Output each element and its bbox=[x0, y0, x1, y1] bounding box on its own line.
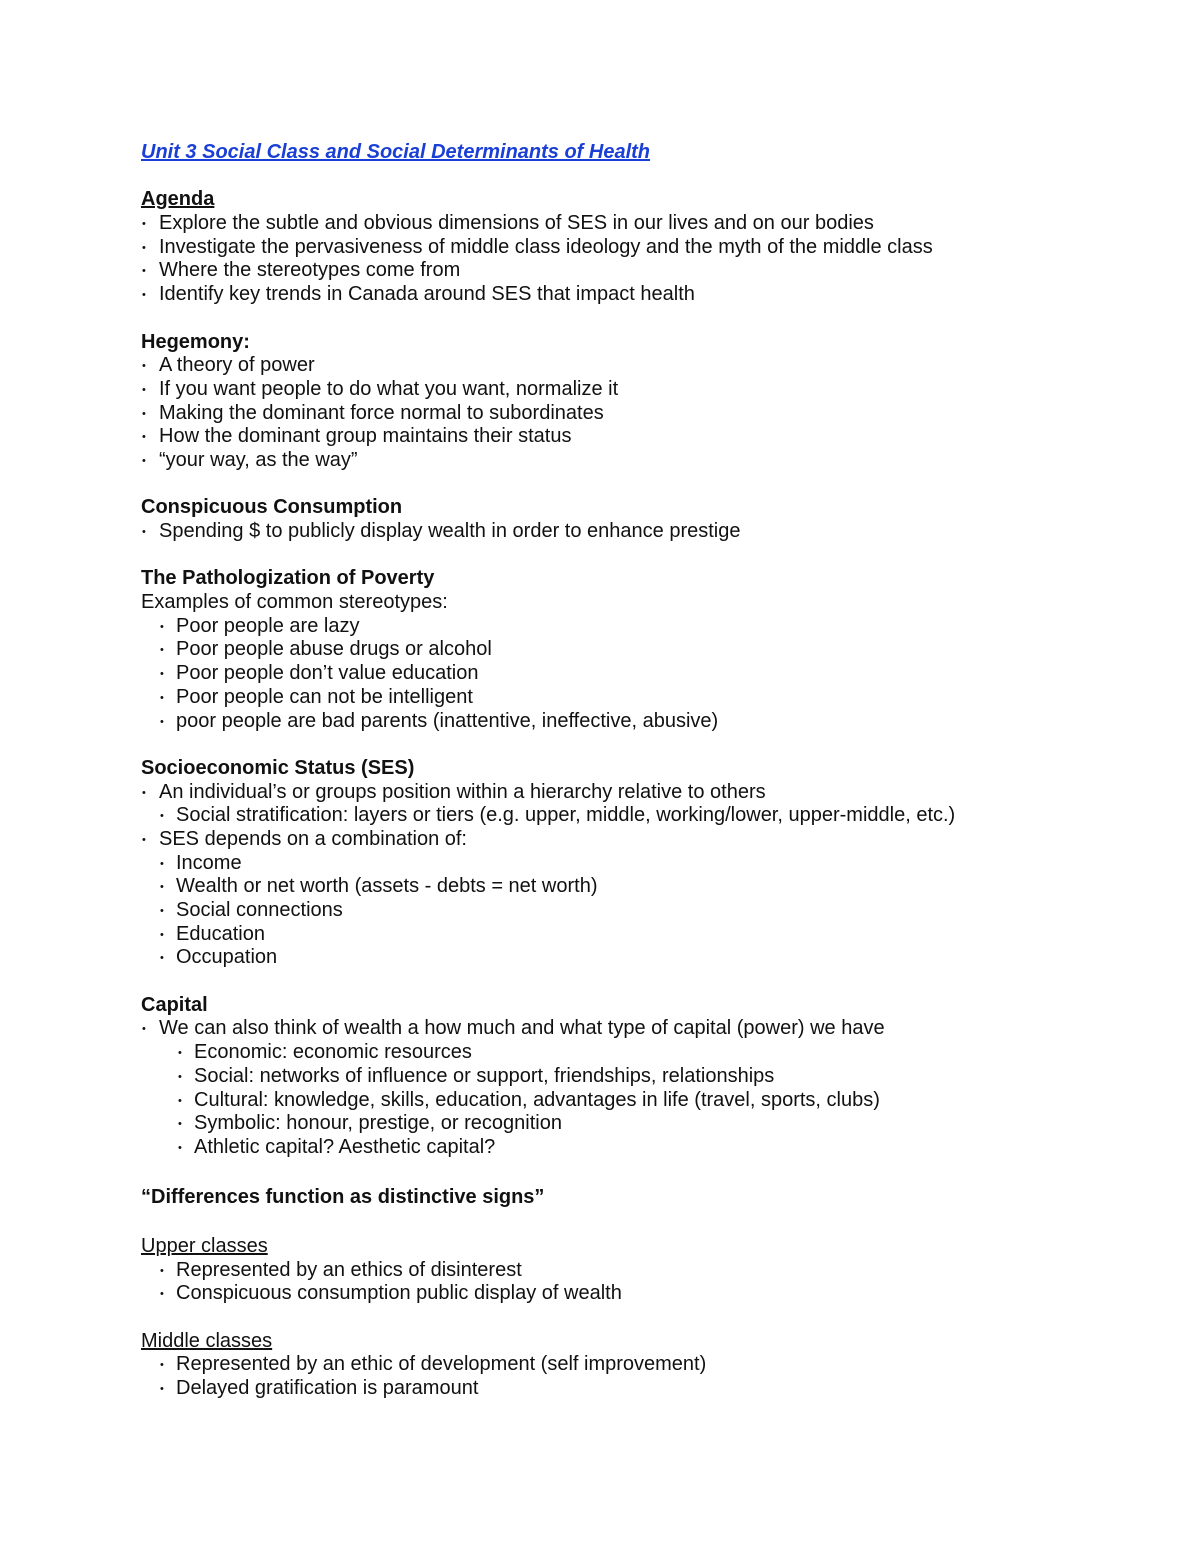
bullet-icon: • bbox=[160, 620, 164, 633]
capital-subitem: • Social: networks of influence or support, friendships, relationships bbox=[141, 1065, 1141, 1089]
upper-item: • Conspicuous consumption public display of wealth bbox=[141, 1282, 1141, 1306]
ses-item: • An individual’s or groups position within a hierarchy relative to others bbox=[141, 781, 1141, 805]
capital-subitem: • Cultural: knowledge, skills, education, advantages in life (travel, sports, clubs) bbox=[141, 1089, 1141, 1113]
stereotype-item: • Poor people abuse drugs or alcohol bbox=[141, 638, 1141, 662]
bullet-icon: • bbox=[160, 1264, 164, 1277]
bullet-icon: • bbox=[142, 289, 146, 302]
ses-subitem: • Occupation bbox=[141, 946, 1141, 970]
agenda-heading: Agenda bbox=[141, 188, 215, 211]
ses-heading: Socioeconomic Status (SES) bbox=[141, 756, 415, 779]
middle-item: • Delayed gratification is paramount bbox=[141, 1377, 1141, 1401]
bullet-icon: • bbox=[160, 668, 164, 681]
ses-subitem: • Social stratification: layers or tiers (e.g. upper, middle, working/lower, upper-middle, etc.) bbox=[141, 804, 1141, 828]
bullet-icon: • bbox=[160, 691, 164, 704]
capital-subitem: • Economic: economic resources bbox=[141, 1041, 1141, 1065]
bullet-icon: • bbox=[160, 1359, 164, 1372]
bullet-icon: • bbox=[142, 833, 146, 846]
agenda-item: • Where the stereotypes come from bbox=[141, 259, 1141, 283]
bullet-icon: • bbox=[160, 810, 164, 823]
bullet-icon: • bbox=[160, 644, 164, 657]
agenda-item: • Investigate the pervasiveness of middle class ideology and the myth of the middle class bbox=[141, 236, 1141, 260]
bullet-icon: • bbox=[142, 241, 146, 254]
bullet-icon: • bbox=[142, 431, 146, 444]
stereotype-item: • Poor people can not be intelligent bbox=[141, 686, 1141, 710]
stereotype-item: • Poor people are lazy bbox=[141, 615, 1141, 639]
ses-subitem: • Income bbox=[141, 852, 1141, 876]
bullet-icon: • bbox=[160, 857, 164, 870]
capital-subitem: • Athletic capital? Aesthetic capital? bbox=[141, 1136, 1141, 1160]
capital-subitem: • Symbolic: honour, prestige, or recognition bbox=[141, 1112, 1141, 1136]
middle-classes-heading: Middle classes bbox=[141, 1329, 273, 1352]
bullet-icon: • bbox=[142, 786, 146, 799]
bullet-icon: • bbox=[142, 218, 146, 231]
hegemony-item: • If you want people to do what you want, normalize it bbox=[141, 378, 1141, 402]
bullet-icon: • bbox=[178, 1070, 182, 1083]
conspicuous-consumption-heading: Conspicuous Consumption bbox=[141, 496, 403, 519]
agenda-item: • Explore the subtle and obvious dimensions of SES in our lives and on our bodies bbox=[141, 212, 1141, 236]
capital-item: • We can also think of wealth a how much and what type of capital (power) we have bbox=[141, 1017, 1141, 1041]
bullet-icon: • bbox=[160, 928, 164, 941]
bullet-icon: • bbox=[142, 454, 146, 467]
bullet-icon: • bbox=[160, 952, 164, 965]
ses-item: • SES depends on a combination of: bbox=[141, 828, 1141, 852]
bullet-icon: • bbox=[142, 360, 146, 373]
document-page bbox=[141, 141, 1141, 1401]
hegemony-item: • Making the dominant force normal to subordinates bbox=[141, 402, 1141, 426]
pathologization-heading: The Pathologization of Poverty bbox=[141, 567, 435, 590]
agenda-item: • Identify key trends in Canada around SES that impact health bbox=[141, 283, 1141, 307]
bullet-icon: • bbox=[142, 407, 146, 420]
pathologization-intro: Examples of common stereotypes: bbox=[141, 591, 448, 614]
bullet-icon: • bbox=[142, 383, 146, 396]
middle-item: • Represented by an ethic of development (self improvement) bbox=[141, 1353, 1141, 1377]
bullet-icon: • bbox=[160, 715, 164, 728]
bullet-icon: • bbox=[160, 905, 164, 917]
bullet-icon: • bbox=[160, 881, 164, 894]
upper-classes-heading: Upper classes bbox=[141, 1234, 268, 1257]
bullet-icon: • bbox=[160, 1383, 164, 1396]
bullet-icon: • bbox=[178, 1094, 182, 1107]
hegemony-item: • “your way, as the way” bbox=[141, 449, 1141, 473]
bullet-icon: • bbox=[178, 1141, 182, 1154]
stereotype-item: • poor people are bad parents (inattentive, ineffective, abusive) bbox=[141, 710, 1141, 734]
document-title-link[interactable]: Unit 3 Social Class and Social Determinants of Health bbox=[141, 141, 651, 163]
bullet-icon: • bbox=[142, 265, 146, 278]
ses-subitem: • Social connections bbox=[141, 899, 1141, 923]
ses-subitem: • Wealth or net worth (assets - debts = net worth) bbox=[141, 875, 1141, 899]
stereotype-item: • Poor people don’t value education bbox=[141, 662, 1141, 686]
hegemony-item: • A theory of power bbox=[141, 354, 1141, 378]
upper-item: • Represented by an ethics of disinterest bbox=[141, 1259, 1141, 1283]
hegemony-heading: Hegemony: bbox=[141, 330, 250, 353]
differences-heading: “Differences function as distinctive signs” bbox=[141, 1186, 545, 1209]
bullet-icon: • bbox=[160, 1288, 164, 1301]
conspicuous-item: • Spending $ to publicly display wealth in order to enhance prestige bbox=[141, 520, 1141, 544]
bullet-icon: • bbox=[142, 1023, 146, 1036]
capital-heading: Capital bbox=[141, 993, 208, 1016]
bullet-icon: • bbox=[178, 1047, 182, 1060]
ses-subitem: • Education bbox=[141, 923, 1141, 947]
bullet-icon: • bbox=[142, 526, 146, 538]
hegemony-item: • How the dominant group maintains their status bbox=[141, 425, 1141, 449]
bullet-icon: • bbox=[178, 1118, 182, 1131]
